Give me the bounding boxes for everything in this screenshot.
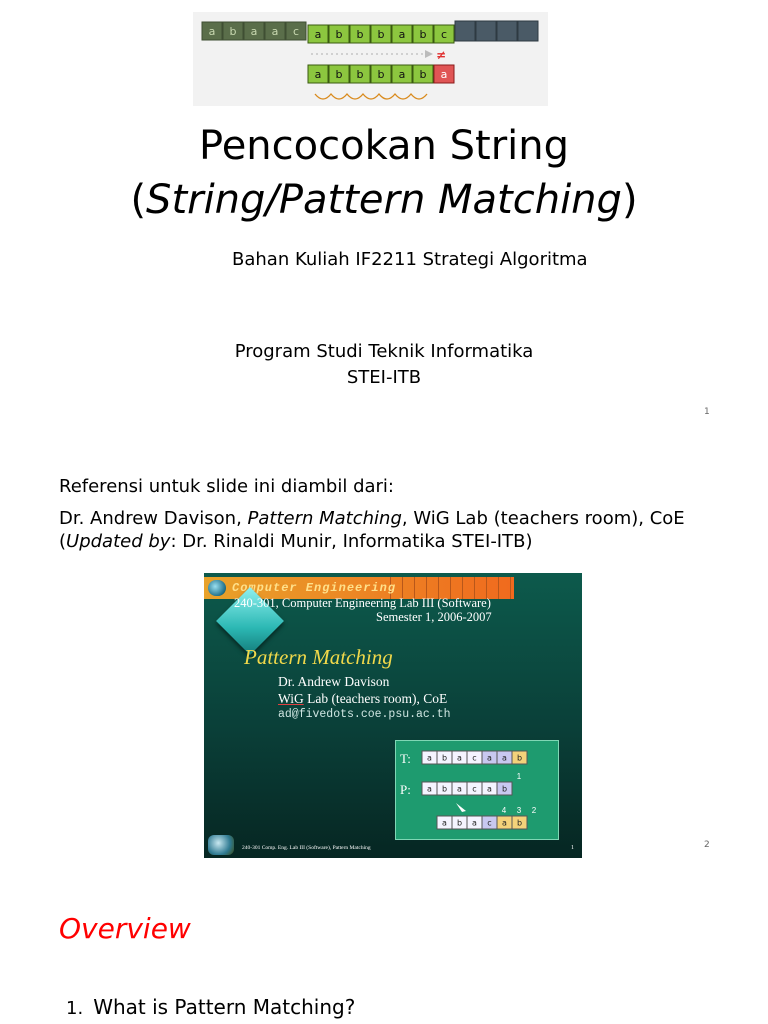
thumb-text-letter: a bbox=[487, 753, 492, 763]
thumb-pattern2-letter: b bbox=[516, 818, 523, 828]
hero-pattern-letter: a bbox=[398, 67, 406, 81]
lab: WiG Lab (teachers room), CoE bbox=[278, 691, 448, 706]
thumb-text-letter: a bbox=[502, 753, 507, 763]
hero-text-letter: a bbox=[398, 27, 406, 41]
p-label: P: bbox=[400, 782, 411, 797]
hero-text-letter: a bbox=[250, 24, 258, 38]
thumb-text-letter: b bbox=[516, 753, 523, 763]
hero-text-letter: b bbox=[419, 27, 427, 41]
hero-text-letter: b bbox=[335, 27, 343, 41]
pattern-matching-diagram bbox=[193, 12, 548, 106]
thumbnail-page-number: 1 bbox=[571, 845, 574, 851]
reference-heading: Referensi untuk slide ini diambil dari: bbox=[59, 476, 394, 497]
thumb-text-letter: c bbox=[472, 753, 477, 763]
shift-arrow-icon bbox=[456, 803, 466, 812]
thumb-pattern2-letter: c bbox=[487, 818, 492, 828]
semester: Semester 1, 2006-2007 bbox=[376, 610, 492, 624]
hero-pattern-letter: b bbox=[356, 67, 364, 81]
thumb-text-letter: a bbox=[427, 753, 432, 763]
hero-text-letter: a bbox=[271, 24, 279, 38]
slide1-subtitle: Bahan Kuliah IF2211 Strategi Algoritma bbox=[232, 249, 588, 270]
mismatch-icon: ≠ bbox=[435, 48, 447, 62]
step-label: 3 bbox=[516, 806, 522, 815]
hero-illustration bbox=[193, 12, 548, 106]
hero-pattern-letter: b bbox=[419, 67, 427, 81]
reference-source: Dr. Andrew Davison, Pattern Matching, WiG Lab (teachers room), CoE bbox=[59, 508, 685, 529]
thumb-text-letter: a bbox=[457, 753, 462, 763]
faculty-name: STEI-ITB bbox=[346, 367, 422, 388]
program-name: Program Studi Teknik Informatika bbox=[234, 341, 534, 362]
header-grid-cell bbox=[510, 577, 522, 599]
globe-logo-icon bbox=[208, 580, 226, 596]
arrow-head-icon bbox=[425, 50, 433, 58]
step-label: 2 bbox=[531, 806, 537, 815]
thumbnail-title: Pattern Matching bbox=[244, 645, 393, 669]
hero-text-letter: a bbox=[208, 24, 216, 38]
thumb-pattern1-letter: a bbox=[487, 784, 492, 794]
hero-empty-cell bbox=[497, 21, 517, 41]
page-number-2: 2 bbox=[704, 840, 710, 850]
step-label: 4 bbox=[501, 806, 507, 815]
footer-logo-icon bbox=[208, 835, 234, 855]
hero-pattern-letter: b bbox=[377, 67, 385, 81]
hero-text-letter: b bbox=[377, 27, 385, 41]
email: ad@fivedots.coe.psu.ac.th bbox=[278, 708, 451, 721]
author: Dr. Andrew Davison bbox=[278, 674, 390, 689]
hero-text-letter: b bbox=[356, 27, 364, 41]
bar-title: Computer Engineering bbox=[232, 581, 397, 595]
slide1-title-line1: Pencocokan String bbox=[199, 123, 569, 169]
slide1-title-line2: (String/Pattern Matching) bbox=[130, 177, 638, 223]
thumbnail-footer: 240-301 Comp. Eng. Lab III (Software), Pattern Matching bbox=[242, 845, 371, 851]
hero-empty-cell bbox=[476, 21, 496, 41]
page-number-1: 1 bbox=[704, 407, 710, 417]
shift-arcs bbox=[315, 94, 427, 99]
hero-empty-cell bbox=[518, 21, 538, 41]
thumb-pattern2-letter: a bbox=[442, 818, 447, 828]
hero-pattern-letter: a bbox=[440, 67, 448, 81]
reference-updated: (Updated by: Dr. Rinaldi Munir, Informatika STEI-ITB) bbox=[59, 531, 533, 552]
thumb-text-letter: b bbox=[441, 753, 448, 763]
thumb-pattern1-letter: b bbox=[441, 784, 448, 794]
hero-empty-cell bbox=[455, 21, 475, 41]
hero-pattern-letter: b bbox=[335, 67, 343, 81]
thumb-pattern1-letter: b bbox=[501, 784, 508, 794]
thumb-pattern1-letter: a bbox=[427, 784, 432, 794]
thumb-pattern1-letter: c bbox=[472, 784, 477, 794]
step-label: 1 bbox=[516, 772, 522, 781]
hero-text-letter: c bbox=[292, 24, 300, 38]
hero-text-letter: c bbox=[440, 27, 448, 41]
hero-text-letter: b bbox=[229, 24, 237, 38]
course-name: 240-301, Computer Engineering Lab III (Software) bbox=[234, 596, 491, 610]
overview-list-item: 1. What is Pattern Matching? bbox=[66, 995, 356, 1019]
thumb-pattern2-letter: a bbox=[502, 818, 507, 828]
matching-example-box bbox=[395, 740, 559, 840]
hero-pattern-letter: a bbox=[314, 67, 322, 81]
t-label: T: bbox=[400, 751, 411, 766]
slide-thumbnail bbox=[204, 573, 582, 858]
thumb-pattern2-letter: b bbox=[456, 818, 463, 828]
thumb-pattern1-letter: a bbox=[457, 784, 462, 794]
hero-text-letter: a bbox=[314, 27, 322, 41]
overview-title: Overview bbox=[59, 912, 191, 945]
header-grid-cell bbox=[498, 577, 510, 599]
thumb-pattern2-letter: a bbox=[472, 818, 477, 828]
